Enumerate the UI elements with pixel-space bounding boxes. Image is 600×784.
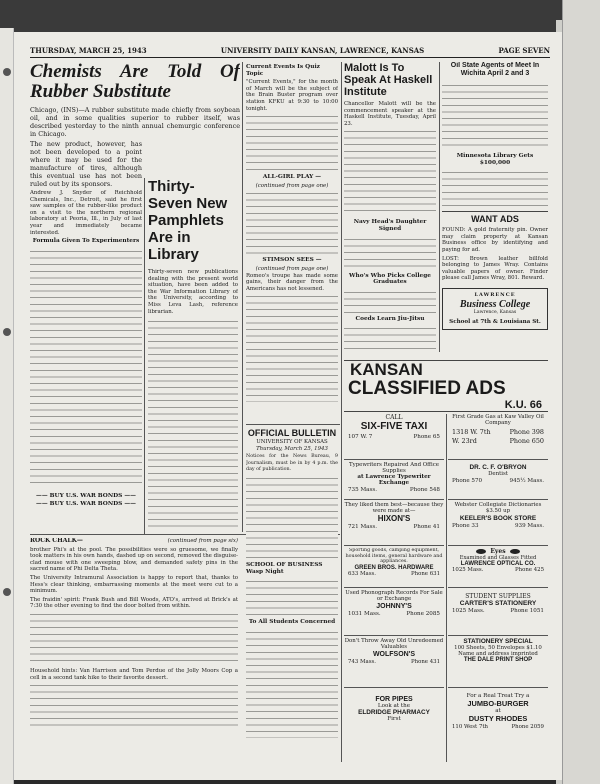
obryon-name: DR. C. F. O'BRYON [469,464,527,471]
dusty-name: DUSTY RHODES [468,714,528,723]
bulletin-date: Thursday, March 25, 1943 [256,445,328,452]
dale-detail: 100 Sheets, 50 Envelopes $1.10 [454,645,542,651]
binder-hole [3,68,11,76]
malott-subhead: Navy Head's Daughter Signed [353,219,427,232]
rock-chalk-paragraph: The fraidin' spirit: Frank Bush and Bill Woods, ATO's, arrived at Brick's at 7:30 the other evening to find the door bolted from within. [30,596,238,610]
article-body-text [246,628,338,738]
article-body-text [30,247,142,487]
stimson-headline: STIMSON SEES — [262,257,322,264]
bulletin-title: OFFICIAL BULLETIN [247,428,337,438]
taxi-name: SIX-FIVE TAXI [360,421,428,432]
war-bonds-line: —— BUY U.S. WAR BONDS —— [36,501,136,508]
johnny-phone: Phone 2085 [406,610,440,617]
wolfson-phone: Phone 431 [410,658,440,665]
scan-background [0,0,600,32]
malott-headline: Malott Is To Speak At Haskell Institute [344,62,433,98]
taxi-address: 107 W. 7 [348,434,373,440]
article-body-text [246,189,338,255]
stimson-body: Romeo's troupe has made some gains, their danger from the Americans has not lessened. [246,272,338,292]
hixons-line: They liked them best—because they were made at— [344,502,444,514]
chemists-paragraph: The new product, however, has not been developed to a point where it may be used for the manufacture of tires, although this eventual use has not been ruled out by its sponsors. [30,140,142,188]
article-body-text [246,577,338,617]
column-rule [144,178,145,534]
oil-state-column [442,62,548,357]
kaw-phone: Phone 650 [509,436,544,445]
keeler-line: Webster Collegiate Dictionaries $3.50 up [454,502,542,515]
carter-name: CARTER'S STATIONERY [459,600,537,607]
keeler-phone: Phone 33 [452,522,479,529]
binder-hole [3,328,11,336]
all-girl-headline: ALL-GIRL PLAY — [262,174,322,181]
article-body-text [246,474,338,560]
rock-chalk-headline: ROCK CHALK— [30,538,83,544]
business-college-ad [442,288,548,330]
business-college-city: Lawrence, Kansas [473,309,517,315]
official-bulletin [246,428,338,762]
typewriter-title: Typewriters Repaired And Office Supplies [349,462,439,474]
typewriter-ad [344,462,444,500]
pamphlets-headline: Thirty-Seven New Pamphlets Are in Library [148,178,228,263]
want-ad-found: FOUND: A gold fraternity pin. Owner may claim property at Kansan Business office by identifying and paying for ad. [442,227,548,253]
dusty-at: at [495,708,501,714]
article-body-text [344,324,436,354]
rock-chalk-paragraph: brother Phi's at the pool. The possibilities were so gruesome, we finally took matters in his own hands, dashed up on second, removed the disguise-clad mouse with one sweeping blow, and demanded safety pins in the sacred name of Phi Delta Theta. [30,546,238,573]
green-line: Sporting goods, camping equipment, household items, general hardware and appliances. [345,548,443,565]
johnny-name: JOHNNY'S [376,602,412,610]
war-bonds-line: —— BUY U.S. WAR BONDS —— [36,492,136,499]
obryon-phone: Phone 570 [452,478,483,484]
lawrence-optical-ad [448,548,548,588]
green-name: GREEN BROS. HARDWARE [354,564,434,571]
eye-icon [510,549,520,554]
stimson-cont: (continued from page one) [255,265,329,272]
kaw-line: First Grade Gas at Kaw Valley Oil Company [452,414,544,427]
dale-detail: Name and address imprinted [458,651,538,657]
article-body-text [148,317,238,532]
rock-chalk-paragraph: Household hints: Van Harrison and Tom Perdue of the Jolly Moors Cop a cell in a second tank hike to their favorite dessert. [30,667,238,681]
classified-title: CLASSIFIED ADS [348,378,506,399]
dusty-line: For a Real Treat Try a [466,693,530,699]
carter-phone: Phone 1051 [510,608,544,614]
carter-line: STUDENT SUPPLIES [465,593,531,600]
obryon-address: 945½ Mass. [509,478,544,484]
malott-article [344,62,436,362]
classified-banner [344,360,548,412]
carter-address: 1025 Mass. [452,608,485,614]
eyes-line: Examined and Glasses Fitted [459,555,537,561]
pipes-line: FOR PIPES [375,696,413,703]
classified-title-kansan: KANSAN [350,360,423,379]
johnny-line: Used Phonograph Records For Sale or Exchange [345,590,443,603]
eyes-address: 1025 Mass. [452,567,484,573]
business-college-address: School at 7th & Louisiana St. [449,319,541,326]
want-ad-lost: LOST: Brown leather billfold belonging to James Wray. Contains valuable papers of owner. Finder please call James Wray, 801. Reward. [442,255,548,282]
chemists-headline: Chemists Are Told Of Rubber Substitute [30,62,240,102]
chemists-paragraph: Andrew J. Snyder of Reichhold Chemicals, Inc., Detroit, said he first saw samples of the rubber-like product on a visit to the northern regional laboratory at Peoria, Ill., in July of last year and immediately became interested. [30,190,142,236]
taxi-ad [344,414,444,460]
bulletin-org: UNIVERSITY OF KANSAS [256,439,328,445]
eyes-name: LAWRENCE OPTICAL CO. [460,561,536,567]
green-bros-ad [344,548,444,588]
dusty-address: 110 West 7th [452,724,489,730]
rock-chalk-paragraph: The University Intramural Association is happy to report that, thanks to Hess's clear thinking, embarrassing moments at the meet were cut to a minimum. [30,574,238,595]
chemists-subhead: Formula Given To Experimenters [32,238,140,245]
article-body-text [30,681,238,729]
eldridge-pharmacy-ad [344,690,444,762]
article-body-text [442,81,548,151]
eyes-title: Eyes [490,548,506,555]
hixons-ad [344,502,444,546]
article-body-text [30,610,238,666]
column-rule [439,62,440,352]
article-body-text [344,127,436,217]
article-body-text [246,292,338,402]
hixons-name: HIXON'S [377,514,411,523]
chemists-lead: Chicago, (INS)—A rubber substitute made chiefly from soybean oil, and in some qualities superior to rubber itself, was described yesterday to the ninth annual chemurgic conference in Chicago. [30,106,240,138]
section-rule [246,424,340,425]
malott-subhead: Who's Who Picks College Graduates [349,272,431,286]
current-events-headline: Current Events Is Quiz Topic [246,64,320,77]
wolfson-name: WOLFSON'S [372,650,416,658]
kaw-valley-ad [448,414,548,460]
johnny-address: 1031 Mass. [348,610,381,617]
masthead-date: THURSDAY, MARCH 25, 1943 [30,46,147,55]
hixons-address: 721 Mass. [348,524,378,530]
eye-icon [476,549,486,554]
article-body-text [344,288,436,314]
current-events-body: "Current Events," for the month of March will be the subject of the Brain Buster program over station KFKU at 9:30 to 10:00 tonight. [246,79,338,112]
typewriter-phone: Phone 548 [409,487,440,493]
column-rule [242,62,243,532]
article-body-text [442,168,548,208]
current-events-column [246,62,338,422]
obryon-sub: Dentist [488,471,508,477]
keelers-ad [448,502,548,546]
page-stack-edge [562,0,600,784]
taxi-call: CALL [385,414,403,421]
rock-chalk-cont: (continued from page six) [167,538,238,544]
masthead-page: PAGE SEVEN [498,46,550,55]
kaw-address: W. 23rd [452,436,477,445]
all-girl-cont: (continued from page one) [255,182,329,189]
oil-state-headline: Oil State Agents of Meet In Wichita April 2 and 3 [450,62,540,77]
pamphlets-body: Thirty-seven new publications dealing with the present world situation, have been added to the War Information Library of the University, according to Miss Leva Lash, reference librarian. [148,269,238,315]
johnnys-ad [344,590,444,636]
pamphlets-article [148,178,238,532]
taxi-phone: Phone 65 [413,434,440,440]
bulletin-subhead: To All Students Concerned [248,619,336,626]
dale-line: STATIONERY SPECIAL [463,638,533,645]
dale-name: THE DALE PRINT SHOP [463,657,533,663]
wolfson-address: 743 Mass. [348,658,376,665]
wolfsons-ad [344,638,444,688]
keeler-address: 939 Mass. [514,522,544,529]
article-body-text [246,112,338,172]
pipes-name: ELDRIDGE PHARMACY [358,709,430,716]
masthead-paper: UNIVERSITY DAILY KANSAN, LAWRENCE, KANSAS [220,46,425,55]
bulletin-subhead: SCHOOL OF BUSINESS Wasp Night [246,561,323,575]
bulletin-notice: Notices for the News Bureau, 9 Journalism, must be in by 4 p.m. the day of publication. [246,454,338,473]
business-college-line: LAWRENCE [474,291,516,298]
masthead [30,44,550,58]
malott-subhead: Coeds Learn Jiu-Jitsu [355,315,425,322]
eyes-phone: Phone 425 [514,567,544,573]
dale-print-ad [448,638,548,688]
business-college-name: Business College [459,298,531,310]
kaw-phone: Phone 398 [509,427,544,436]
classified-phone: K.U. 66 [504,399,542,411]
pipes-look: Look at the [377,703,411,709]
green-address: 633 Mass. [348,570,376,577]
want-ads-headline: WANT ADS [471,214,519,225]
typewriter-address: 735 Mass. [348,487,378,493]
article-body-text [344,235,436,271]
dusty-rhodes-ad [448,690,548,762]
column-rule [446,414,447,762]
kaw-address: 1318 W. 7th [452,427,491,436]
pipes-last: First [387,716,401,722]
dusty-name: JUMBO-BURGER [467,699,529,708]
wolfson-line: Don't Throw Away Old Unredeemed Valuables [344,638,444,651]
keeler-name: KEELER'S BOOK STORE [459,514,537,522]
column-rule [341,62,342,762]
malott-body: Chancellor Malott will be the commencement speaker at the Haskell Institute, Tuesday, April 23. [344,101,436,127]
rock-chalk-article [30,538,238,763]
typewriter-name: at Lawrence Typewriter Exchange [357,474,431,486]
hixons-phone: Phone 41 [413,524,440,530]
binder-strip [0,28,14,784]
obryon-ad [448,462,548,500]
dusty-phone: Phone 2059 [511,724,544,730]
green-phone: Phone 631 [410,570,440,577]
oil-state-subhead: Minnesota Library Gets $100,000 [456,153,534,166]
carters-ad [448,590,548,636]
binder-hole [3,588,11,596]
